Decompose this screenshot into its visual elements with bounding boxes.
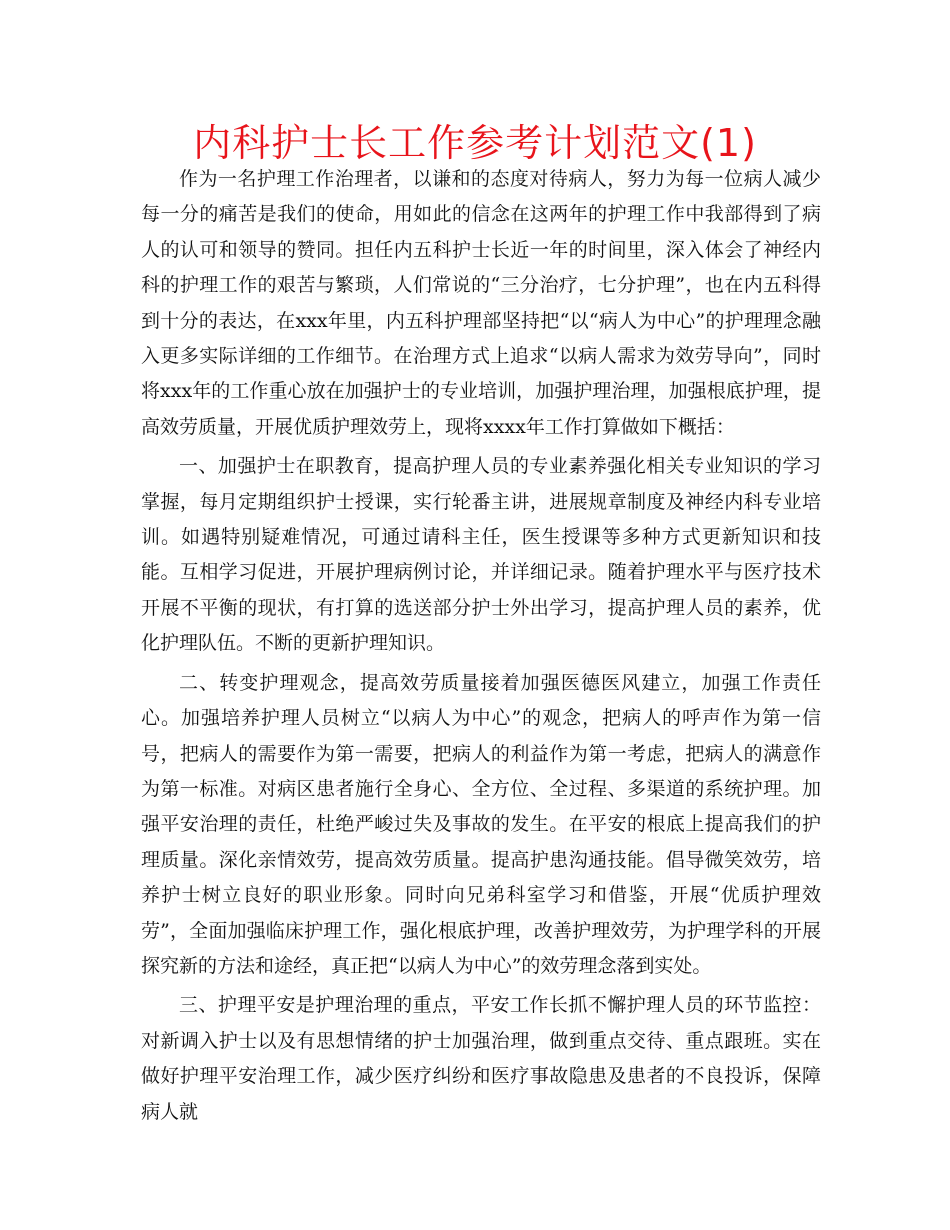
document-body	[141, 162, 821, 1130]
paragraph-section-1: 一、加强护士在职教育，提高护理人员的专业素养强化相关专业知识的学习掌握，每月定期组织护士授课，实行轮番主讲，进展规章制度及神经内科专业培训。如遇特别疑难情况，可通过请科主任，医生授课等多种方式更新知识和技能。互相学习促进，开展护理病例讨论，并详细记录。随着护理水平与医疗技术开展不平衡的现状，有打算的选送部分护士外出学习，提高护理人员的素养，优化护理队伍。不断的更新护理知识。	[141, 455, 821, 655]
paragraph-section-2: 二、转变护理观念，提高效劳质量接着加强医德医风建立，加强工作责任心。加强培养护理人员树立“以病人为中心”的观念，把病人的呼声作为第一信号，把病人的需要作为第一需要，把病人的利益作为第一考虑，把病人的满意作为第一标准。对病区患者施行全身心、全方位、全过程、多渠道的系统护理。加强平安治理的责任，杜绝严峻过失及事故的发生。在平安的根底上提高我们的护理质量。深化亲情效劳，提高效劳质量。提高护患沟通技能。倡导微笑效劳，培养护士树立良好的职业形象。同时向兄弟科室学习和借鉴，开展“优质护理效劳”，全面加强临床护理工作，强化根底护理，改善护理效劳，为护理学科的开展探究新的方法和途经，真正把“以病人为中心”的效劳理念落到实处。	[141, 671, 821, 977]
paragraph-section-3: 三、护理平安是护理治理的重点，平安工作长抓不懈护理人员的环节监控：对新调入护士以及有思想情绪的护士加强治理，做到重点交待、重点跟班。实在做好护理平安治理工作，减少医疗纠纷和医疗事故隐患及患者的不良投诉，保障病人就	[141, 994, 821, 1123]
document-title: 内科护士长工作参考计划范文(1)	[193, 121, 757, 165]
paragraph-intro: 作为一名护理工作治理者，以谦和的态度对待病人，努力为每一位病人减少每一分的痛苦是我们的使命，用如此的信念在这两年的护理工作中我部得到了病人的认可和领导的赞同。担任内五科护士长近一年的时间里，深入体会了神经内科的护理工作的艰苦与繁琐，人们常说的“三分治疗，七分护理”，也在内五科得到十分的表达，在xxx年里，内五科护理部坚持把“以“病人为中心”的护理理念融入更多实际详细的工作细节。在治理方式上追求“以病人需求为效劳导向”，同时将xxx年的工作重心放在加强护士的专业培训，加强护理治理，加强根底护理，提高效劳质量，开展优质护理效劳上，现将xxxx年工作打算做如下概括：	[141, 168, 821, 438]
